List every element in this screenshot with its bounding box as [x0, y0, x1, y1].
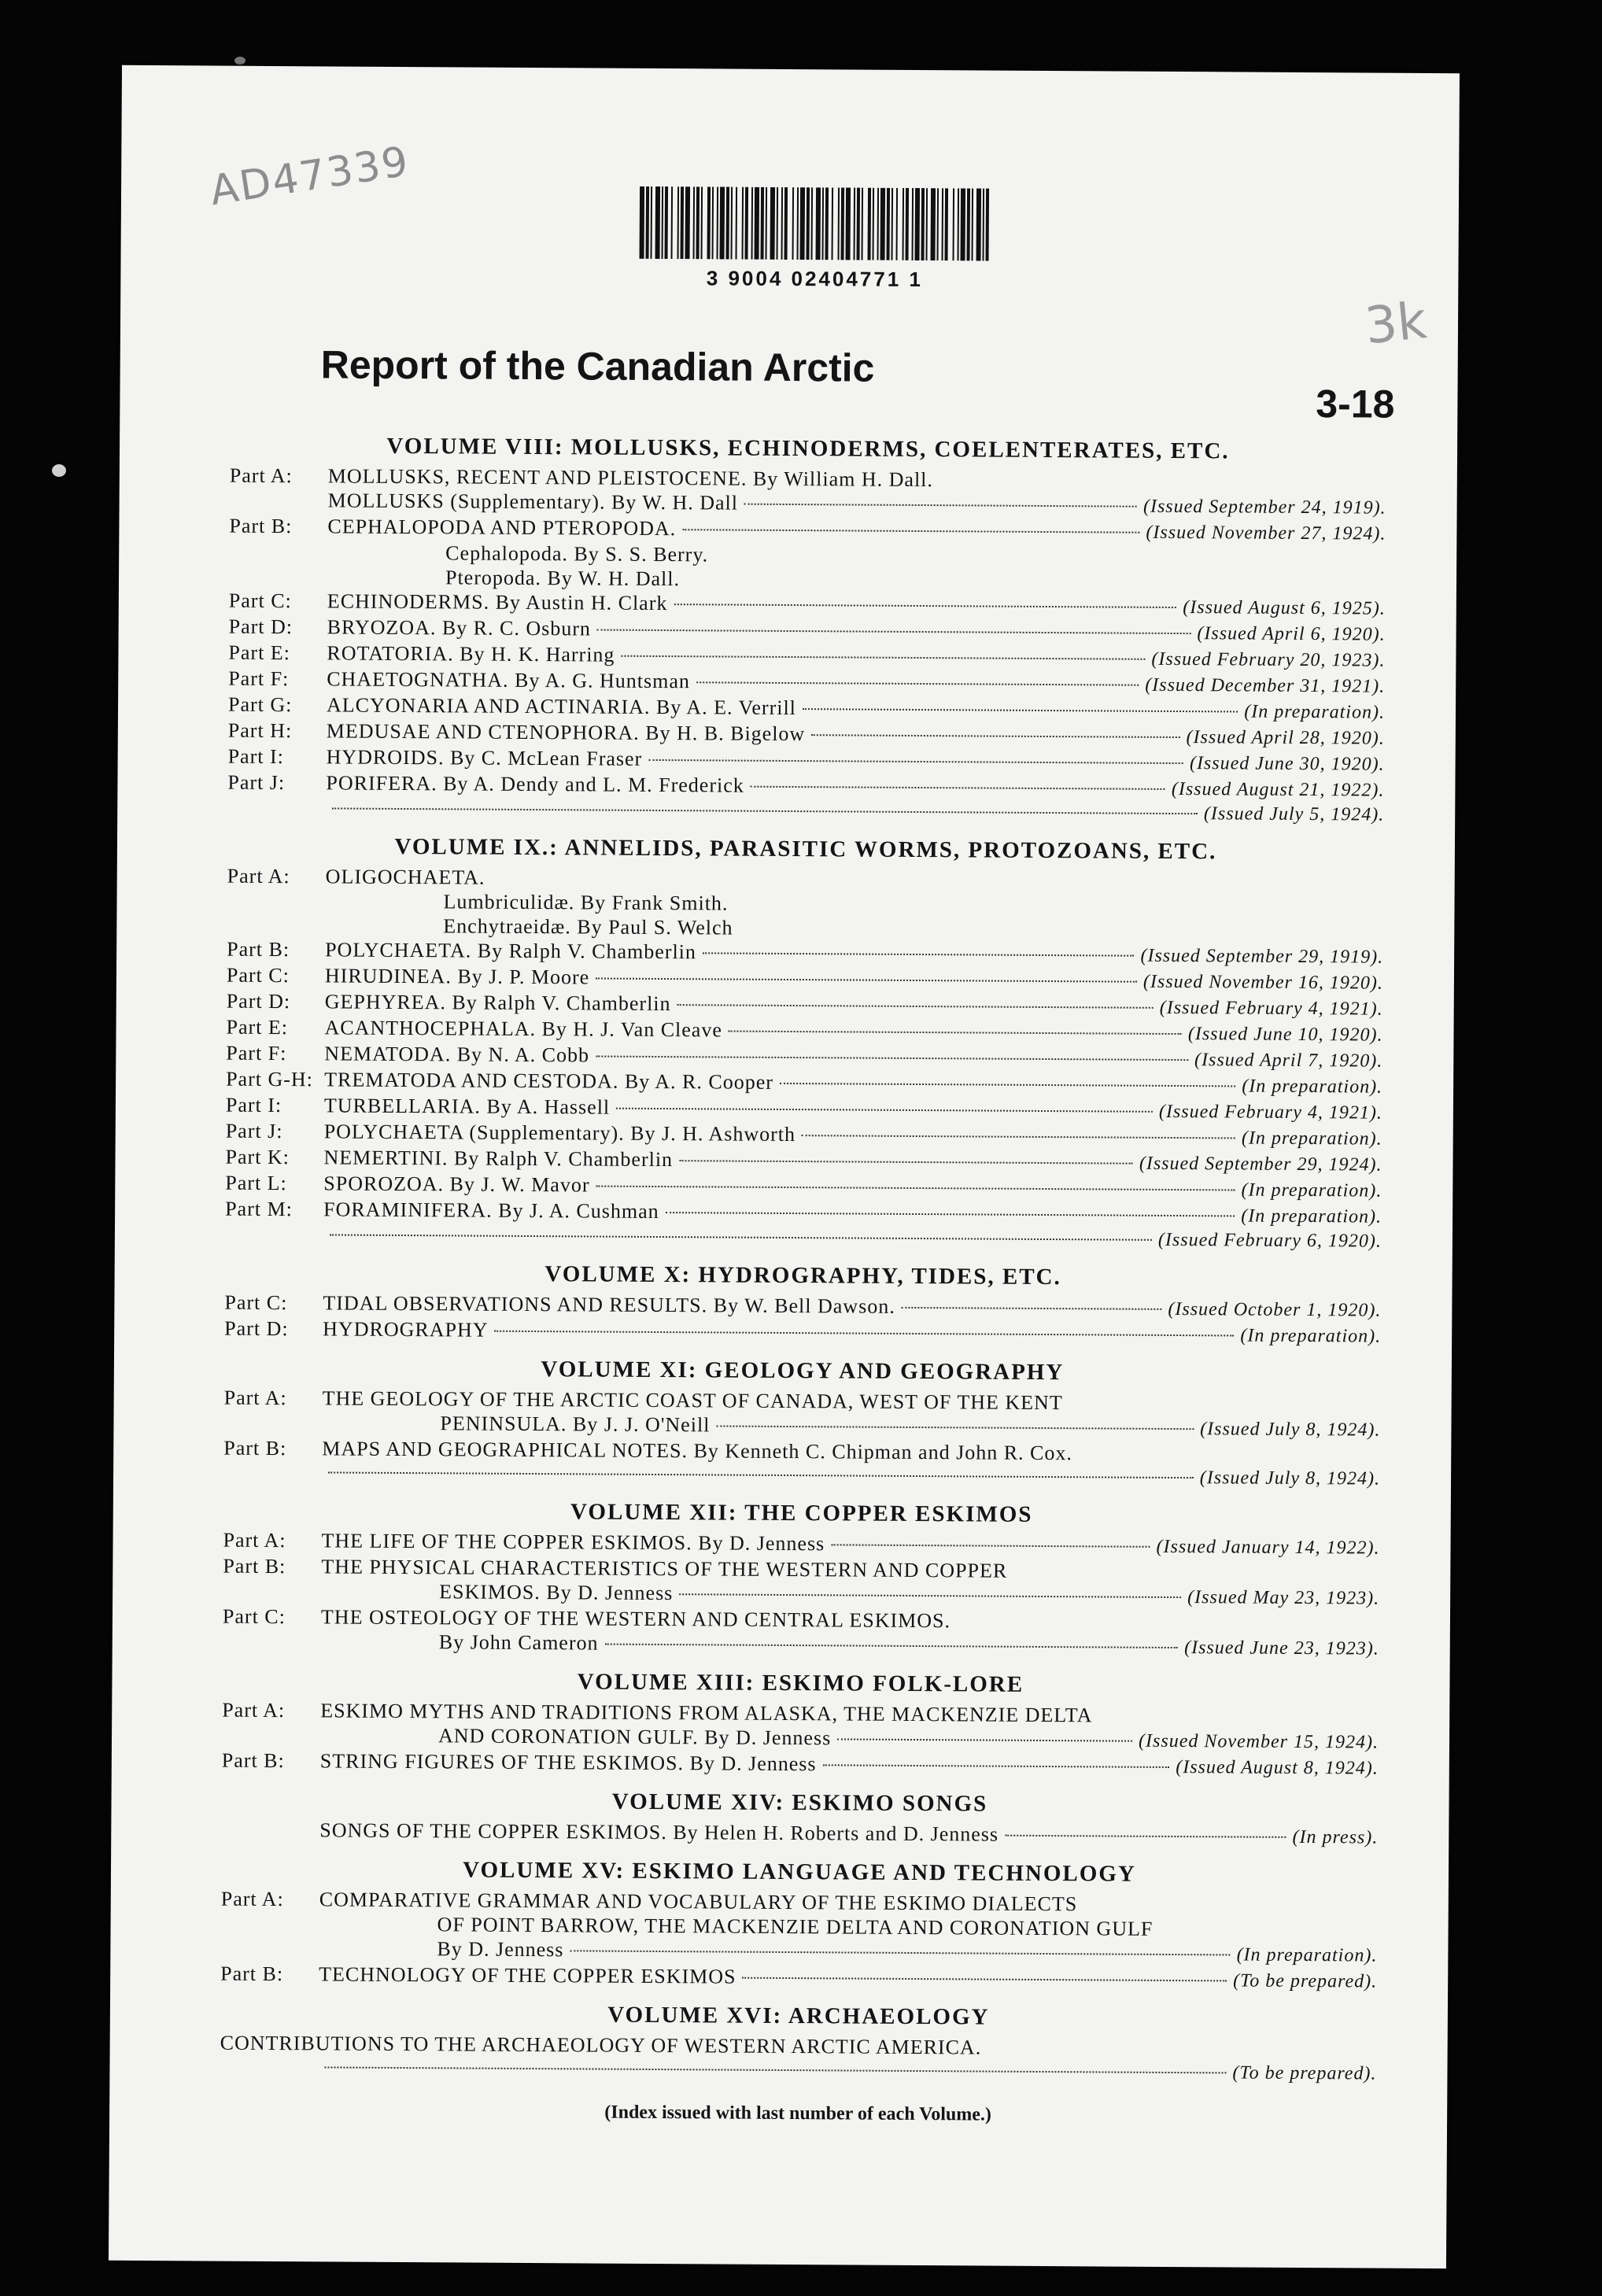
dot-leader	[837, 1738, 1132, 1741]
issue-status: (Issued February 4, 1921).	[1159, 997, 1383, 1020]
part-label: Part L:	[225, 1171, 287, 1195]
report-title: Report of the Canadian Arctic	[320, 342, 875, 390]
dot-leader	[597, 629, 1190, 635]
dot-leader	[491, 880, 1377, 885]
issue-status: (Issued April 7, 1920).	[1194, 1050, 1383, 1072]
issue-status: (Issued July 8, 1924).	[1199, 1467, 1381, 1489]
report-number: 3-18	[1316, 382, 1395, 426]
dot-leader	[1079, 1455, 1374, 1456]
issue-status: (Issued January 14, 1922).	[1156, 1536, 1380, 1559]
dot-leader	[803, 708, 1238, 712]
dot-leader	[596, 1186, 1235, 1191]
dot-leader	[679, 1160, 1133, 1165]
issue-status: (Issued November 16, 1920).	[1142, 971, 1383, 994]
entry-title: NEMERTINI. By Ralph V. Chamberlin	[323, 1146, 674, 1172]
issue-status: (In preparation).	[1241, 1205, 1382, 1227]
dot-leader	[328, 1471, 1194, 1478]
issue-status: (Issued September 24, 1919).	[1142, 496, 1386, 519]
entry-title: TIDAL OBSERVATIONS AND RESULTS. By W. Bell Dawson.	[323, 1291, 895, 1318]
dot-leader	[1069, 1405, 1375, 1406]
entry-title: ESKIMOS. By D. Jenness	[439, 1580, 674, 1605]
part-label: Part K:	[225, 1145, 290, 1169]
dot-leader	[674, 604, 1176, 608]
part-label: Part B:	[221, 1748, 285, 1773]
part-label: Part D:	[228, 615, 293, 639]
handwritten-note: AD47339	[207, 138, 413, 216]
issue-status: (Issued February 6, 1920).	[1157, 1229, 1382, 1252]
dot-leader	[987, 2050, 1370, 2052]
dot-leader	[823, 1764, 1170, 1768]
entry-title: Pteropoda. By W. H. Dall.	[445, 566, 681, 591]
part-label	[223, 1429, 322, 1430]
entry-title: BRYOZOA. By R. C. Osburn	[327, 615, 592, 640]
dot-leader	[596, 978, 1137, 983]
part-label	[229, 583, 327, 584]
dot-leader	[1098, 1717, 1372, 1718]
part-label: Part A:	[223, 1528, 286, 1552]
dot-leader	[716, 1425, 1194, 1430]
part-label	[225, 1240, 323, 1241]
dot-leader	[743, 1977, 1227, 1982]
dot-leader	[740, 930, 1378, 934]
dot-leader	[616, 1108, 1153, 1113]
part-label	[223, 1597, 321, 1598]
entry-title: THE LIFE OF THE COPPER ESKIMOS. By D. Jenness	[321, 1529, 825, 1556]
part-label: Part M:	[225, 1197, 293, 1221]
entry-title: OLIGOCHAETA.	[325, 865, 485, 889]
entry-title: POLYCHAETA (Supplementary). By J. H. Ashworth	[323, 1120, 796, 1146]
dot-leader	[324, 2066, 1226, 2073]
dot-leader	[811, 734, 1179, 738]
speck	[52, 464, 66, 477]
dot-leader	[677, 1004, 1154, 1009]
part-label: Part F:	[228, 666, 290, 691]
entry-title: THE OSTEOLOGY OF THE WESTERN AND CENTRAL ESKIMOS.	[320, 1605, 951, 1633]
issue-status: (To be prepared).	[1233, 1970, 1378, 1992]
issue-status: (Issued August 21, 1922).	[1171, 778, 1385, 801]
dot-leader	[729, 1031, 1182, 1035]
part-label: Part I:	[225, 1093, 282, 1117]
entry-title: OF POINT BARROW, THE MACKENZIE DELTA AND CORONATION GULF	[437, 1913, 1154, 1940]
part-label: Part C:	[222, 1604, 286, 1629]
dot-leader	[332, 807, 1198, 814]
entry-title: ECHINODERMS. By Austin H. Clark	[327, 589, 668, 615]
part-label	[222, 1741, 320, 1742]
entry-title: HIRUDINEA. By J. P. Moore	[324, 964, 590, 989]
dot-leader	[666, 1212, 1235, 1216]
speck	[234, 57, 245, 65]
entry-title: AND CORONATION GULF. By D. Jenness	[437, 1724, 832, 1750]
entry-title: THE PHYSICAL CHARACTERISTICS OF THE WESTERN AND COPPER	[321, 1555, 1008, 1582]
issue-status: (In press).	[1292, 1826, 1379, 1848]
issue-status: (Issued July 8, 1924).	[1200, 1419, 1381, 1441]
issue-status: (Issued June 10, 1920).	[1187, 1024, 1383, 1046]
issue-status: (Issued February 4, 1921).	[1158, 1101, 1382, 1124]
volume-heading: VOLUME VIII: MOLLUSKS, ECHINODERMS, COELENTERATES, ETC.	[386, 433, 1230, 464]
part-label: Part A:	[227, 864, 290, 888]
dot-leader	[714, 556, 1379, 560]
volume-heading: VOLUME XI: GEOLOGY AND GEOGRAPHY	[541, 1357, 1065, 1386]
dot-leader	[1083, 1906, 1371, 1907]
entry-title: Cephalopoda. By S. S. Berry.	[445, 541, 709, 567]
dot-leader	[744, 504, 1137, 508]
part-label: Part B:	[223, 1436, 287, 1460]
dot-leader	[570, 1950, 1230, 1955]
entry-title: TURBELLARIA. By A. Hassell	[323, 1094, 611, 1119]
entry-title: CONTRIBUTIONS TO THE ARCHAEOLOGY OF WESTERN ARCTIC AMERICA.	[220, 2031, 982, 2059]
issue-status: (In preparation).	[1236, 1944, 1378, 1966]
part-label: Part D:	[224, 1316, 289, 1341]
part-label: Part F:	[226, 1041, 287, 1065]
entry-title: PENINSULA. By J. J. O'Neill	[440, 1412, 711, 1437]
volume-heading: VOLUME XIV: ESKIMO SONGS	[611, 1788, 988, 1817]
dot-leader	[696, 681, 1139, 685]
part-label: Part H:	[227, 718, 293, 743]
issue-status: (Issued May 23, 1923).	[1187, 1587, 1380, 1609]
dot-leader	[751, 786, 1165, 790]
issue-status: (Issued September 29, 1924).	[1139, 1153, 1382, 1176]
entry-title: COMPARATIVE GRAMMAR AND VOCABULARY OF THE ESKIMO DIALECTS	[319, 1888, 1078, 1916]
part-label: Part G:	[227, 692, 293, 717]
dot-leader	[1159, 1931, 1371, 1932]
volume-heading: VOLUME X: HYDROGRAPHY, TIDES, ETC.	[544, 1261, 1061, 1290]
corner-mark: 3k	[1362, 292, 1430, 356]
entry-title: HYDROIDS. By C. McLean Fraser	[326, 745, 643, 770]
entry-title: MOLLUSKS, RECENT AND PLEISTOCENE. By William H. Dall.	[327, 464, 934, 492]
issue-status: (In preparation).	[1240, 1325, 1382, 1347]
part-label: Part E:	[226, 1015, 289, 1039]
entry-title: ROTATORIA. By H. K. Harring	[327, 641, 615, 666]
dot-leader	[686, 581, 1379, 585]
entry-title: CEPHALOPODA AND PTEROPODA.	[327, 515, 677, 541]
part-label: Part E:	[228, 640, 291, 665]
entry-title: By John Cameron	[438, 1630, 599, 1655]
entry-title: THE GEOLOGY OF THE ARCTIC COAST OF CANADA, WEST OF THE KENT	[322, 1386, 1063, 1415]
part-label: Part I:	[227, 744, 285, 769]
volume-heading: VOLUME XII: THE COPPER ESKIMOS	[570, 1499, 1033, 1527]
issue-status: (Issued April 28, 1920).	[1186, 727, 1385, 749]
dot-leader	[330, 1234, 1152, 1240]
entry-title: By D. Jenness	[437, 1937, 564, 1962]
part-label: Part B:	[220, 1962, 284, 1986]
part-label	[227, 907, 325, 908]
entry-title: SPOROZOA. By J. W. Mavor	[323, 1172, 590, 1197]
dot-leader	[780, 1083, 1235, 1087]
part-label: Part B:	[229, 514, 293, 538]
issue-status: (Issued August 6, 1925).	[1183, 597, 1386, 619]
entry-title: Lumbriculidæ. By Frank Smith.	[443, 890, 729, 915]
issue-status: (To be prepared).	[1232, 2062, 1377, 2084]
part-label: Part G-H:	[226, 1067, 314, 1091]
dot-leader	[1005, 1835, 1286, 1838]
barcode-number: 3 9004 02404771 1	[706, 266, 924, 292]
entry-title: CHAETOGNATHA. By A. G. Huntsman	[327, 667, 691, 693]
issue-status: (Issued April 6, 1920).	[1197, 623, 1386, 645]
dot-leader	[621, 655, 1145, 660]
part-label	[230, 507, 328, 508]
dot-leader	[605, 1644, 1179, 1648]
part-label: Part C:	[224, 1290, 288, 1315]
barcode	[637, 186, 992, 307]
issue-status: (Issued June 23, 1923).	[1184, 1637, 1379, 1659]
entry-title: MAPS AND GEOGRAPHICAL NOTES. By Kenneth C. Chipman and John R. Cox.	[322, 1437, 1073, 1465]
entry-title: ACANTHOCEPHALA. By H. J. Van Cleave	[324, 1016, 723, 1042]
entry-title: MEDUSAE AND CTENOPHORA. By H. B. Bigelow	[326, 719, 806, 746]
part-label	[221, 1836, 319, 1837]
issue-status: (Issued November 27, 1924).	[1146, 522, 1386, 544]
entry-title: ALCYONARIA AND ACTINARIA. By A. E. Verrill	[326, 693, 797, 720]
part-label: Part A:	[220, 1887, 284, 1911]
entry-title: POLYCHAETA. By Ralph V. Chamberlin	[325, 938, 697, 964]
index-note: (Index issued with last number of each Volume.)	[604, 2102, 992, 2125]
part-label: Part C:	[228, 589, 292, 613]
entry-title: TREMATODA AND CESTODA. By A. R. Cooper	[324, 1068, 774, 1094]
issue-status: (Issued September 29, 1919).	[1140, 945, 1384, 968]
part-label: Part B:	[223, 1554, 286, 1578]
entry-title: NEMATODA. By N. A. Cobb	[324, 1042, 590, 1067]
dot-leader	[495, 1331, 1235, 1337]
issue-status: (In preparation).	[1242, 1076, 1383, 1098]
dot-leader	[703, 952, 1135, 956]
dot-leader	[648, 759, 1183, 764]
entry-title: STRING FIGURES OF THE ESKIMOS. By D. Jenness	[319, 1749, 817, 1776]
issue-status: (In preparation).	[1244, 701, 1386, 723]
part-label: Part B:	[227, 937, 290, 962]
volume-heading: VOLUME XV: ESKIMO LANGUAGE AND TECHNOLOGY	[463, 1857, 1136, 1887]
entry-title: HYDROGRAPHY	[323, 1317, 489, 1342]
dot-leader	[957, 1622, 1373, 1625]
part-label: Part A:	[223, 1386, 287, 1410]
dot-leader	[734, 906, 1377, 910]
issue-status: (In preparation).	[1241, 1128, 1382, 1150]
entry-title: Enchytraeidæ. By Paul S. Welch	[443, 914, 733, 939]
dot-leader	[682, 529, 1139, 533]
barcode-bars	[638, 186, 993, 261]
dot-leader	[902, 1307, 1162, 1310]
volume-heading: VOLUME IX.: ANNELIDS, PARASITIC WORMS, PROTOZOANS, ETC.	[394, 833, 1217, 865]
part-label: Part D:	[226, 989, 291, 1013]
entry-title: ESKIMO MYTHS AND TRADITIONS FROM ALASKA, THE MACKENZIE DELTA	[320, 1699, 1093, 1727]
part-label: Part J:	[225, 1119, 283, 1143]
part-label	[221, 1930, 319, 1931]
document-page	[109, 65, 1460, 2268]
issue-status: (In preparation).	[1241, 1179, 1382, 1202]
part-label: Part J:	[227, 770, 286, 795]
entry-title: GEPHYREA. By Ralph V. Chamberlin	[324, 990, 671, 1016]
part-label: Part A:	[229, 463, 293, 488]
dot-leader	[939, 482, 1380, 484]
volume-heading: VOLUME XIII: ESKIMO FOLK-LORE	[577, 1669, 1024, 1697]
entry-row	[221, 1818, 1378, 1851]
issue-status: (Issued June 30, 1920).	[1189, 753, 1385, 775]
dot-leader	[596, 1056, 1188, 1061]
volume-heading: VOLUME XVI: ARCHAEOLOGY	[607, 2002, 990, 2030]
entry-title: TECHNOLOGY OF THE COPPER ESKIMOS	[319, 1962, 736, 1988]
entry-title: PORIFERA. By A. Dendy and L. M. Frederick	[326, 771, 744, 797]
entry-title: FORAMINIFERA. By J. A. Cushman	[323, 1198, 659, 1224]
dot-leader	[802, 1135, 1235, 1139]
part-label: Part A:	[222, 1698, 286, 1722]
dot-leader	[679, 1593, 1181, 1598]
dot-leader	[1013, 1573, 1373, 1575]
part-label: Part C:	[226, 963, 290, 987]
issue-status: (Issued August 8, 1924).	[1176, 1757, 1379, 1779]
issue-status: (Issued December 31, 1921).	[1145, 674, 1386, 697]
issue-status: (Issued October 1, 1920).	[1168, 1298, 1382, 1321]
dot-leader	[831, 1544, 1150, 1547]
issue-status: (Issued February 20, 1923).	[1151, 648, 1386, 671]
issue-status: (Issued July 5, 1924).	[1203, 803, 1385, 825]
volume-list	[220, 420, 1386, 2128]
entry-title: SONGS OF THE COPPER ESKIMOS. By Helen H. Roberts and D. Jenness	[319, 1818, 999, 1846]
issue-status: (Issued November 15, 1924).	[1138, 1730, 1379, 1753]
entry-title: MOLLUSKS (Supplementary). By W. H. Dall	[327, 489, 739, 515]
